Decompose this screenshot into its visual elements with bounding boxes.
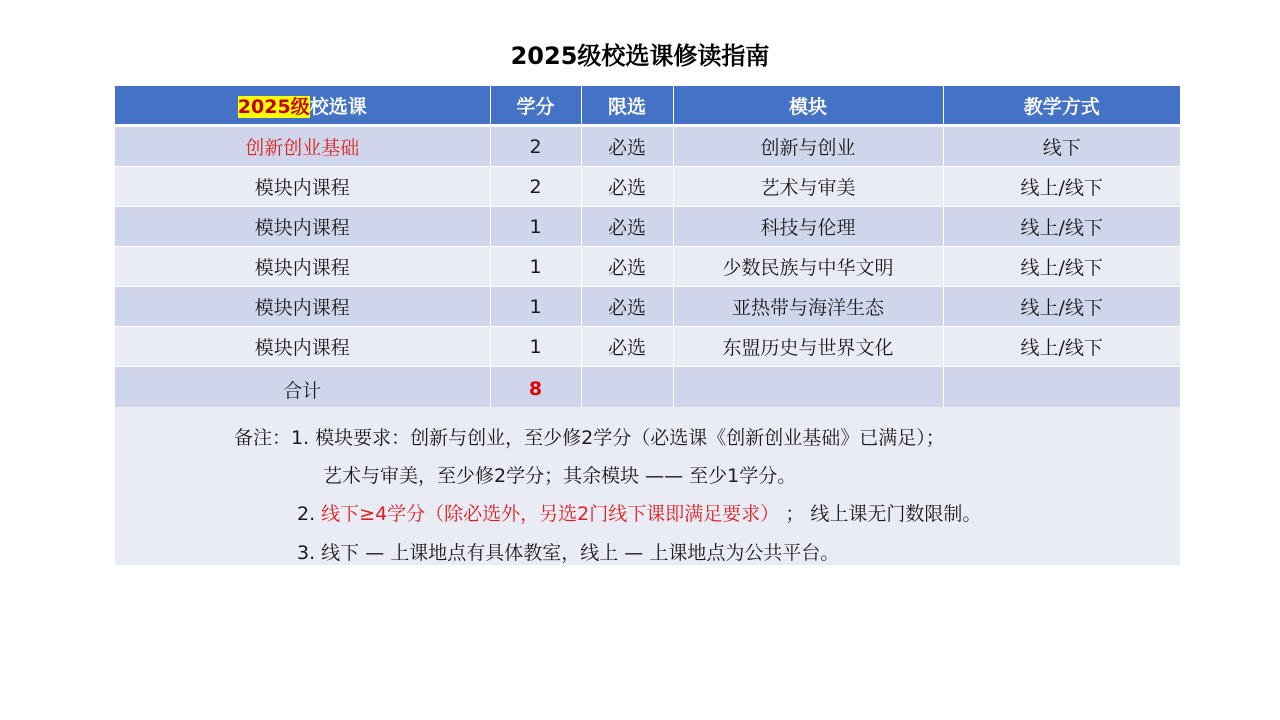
header-year-highlight: 2025级 <box>237 95 310 118</box>
note-line-3 <box>297 499 981 526</box>
course-cell: 模块内课程 <box>115 327 490 367</box>
total-label: 合计 <box>115 367 490 412</box>
credits-cell: 1 <box>490 287 581 327</box>
total-row <box>115 367 1180 412</box>
type-cell: 必选 <box>581 167 673 207</box>
table-row <box>115 327 1180 367</box>
mode-cell: 线上/线下 <box>943 287 1180 327</box>
mode-cell: 线上/线下 <box>943 167 1180 207</box>
course-cell: 模块内课程 <box>115 287 490 327</box>
credits-cell: 1 <box>490 207 581 247</box>
header-type: 限选 <box>581 86 673 126</box>
header-teaching-mode: 教学方式 <box>943 86 1180 126</box>
module-cell: 少数民族与中华文明 <box>673 247 943 287</box>
note-line-2: 艺术与审美，至少修2学分；其余模块 —— 至少1学分。 <box>323 465 797 487</box>
type-cell: 必选 <box>581 327 673 367</box>
note-line-3-online-rule: ； 线上课无门数限制。 <box>779 503 982 525</box>
empty-cell <box>581 367 673 412</box>
type-cell: 必选 <box>581 287 673 327</box>
notes-panel <box>115 407 1180 565</box>
note-line-1: 备注：1. 模块要求：创新与创业，至少修2学分（必选课《创新创业基础》已满足）； <box>234 427 945 449</box>
course-cell: 模块内课程 <box>115 167 490 207</box>
empty-cell <box>943 367 1180 412</box>
table-row <box>115 126 1180 167</box>
total-credits: 8 <box>490 367 581 412</box>
type-cell: 必选 <box>581 126 673 167</box>
note-line-3-number: 2. <box>297 503 322 525</box>
module-cell: 艺术与审美 <box>673 167 943 207</box>
note-line-3-offline-requirement: 线下≥4学分（除必选外，另选2门线下课即满足要求） <box>321 503 780 525</box>
table-header-row <box>115 86 1180 126</box>
credits-cell: 2 <box>490 126 581 167</box>
mode-cell: 线下 <box>943 126 1180 167</box>
course-guide-table <box>115 86 1180 412</box>
note-line-4: 3. 线下 — 上课地点有具体教室，线上 — 上课地点为公共平台。 <box>297 542 840 564</box>
mode-cell: 线上/线下 <box>943 327 1180 367</box>
table-row <box>115 207 1180 247</box>
header-credits: 学分 <box>490 86 581 126</box>
header-course <box>115 86 490 126</box>
header-module: 模块 <box>673 86 943 126</box>
type-cell: 必选 <box>581 247 673 287</box>
table-row <box>115 287 1180 327</box>
credits-cell: 1 <box>490 247 581 287</box>
course-cell: 模块内课程 <box>115 207 490 247</box>
module-cell: 亚热带与海洋生态 <box>673 287 943 327</box>
empty-cell <box>673 367 943 412</box>
page-title: 2025级校选课修读指南 <box>510 42 770 70</box>
type-cell: 必选 <box>581 207 673 247</box>
table-row <box>115 247 1180 287</box>
header-course-label: 校选课 <box>309 95 367 118</box>
course-cell: 创新创业基础 <box>115 126 490 167</box>
course-cell: 模块内课程 <box>115 247 490 287</box>
mode-cell: 线上/线下 <box>943 247 1180 287</box>
module-cell: 科技与伦理 <box>673 207 943 247</box>
module-cell: 东盟历史与世界文化 <box>673 327 943 367</box>
table-row <box>115 167 1180 207</box>
module-cell: 创新与创业 <box>673 126 943 167</box>
credits-cell: 2 <box>490 167 581 207</box>
mode-cell: 线上/线下 <box>943 207 1180 247</box>
credits-cell: 1 <box>490 327 581 367</box>
